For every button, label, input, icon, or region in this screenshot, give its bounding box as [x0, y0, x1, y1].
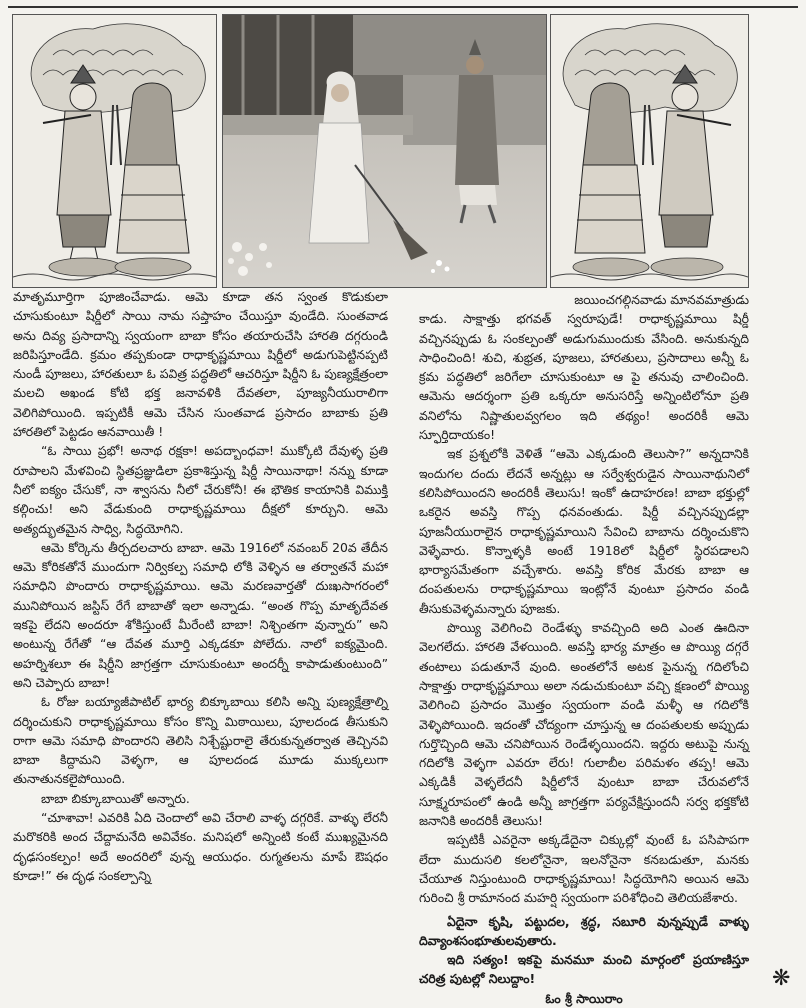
image-caption: జయించగల్గినవాడు మానవమాత్రుడు — [574, 292, 749, 307]
radha-krishna-left-drawing — [13, 15, 216, 287]
paragraph: పొయ్యి వెలిగించి రెండేళ్ళు కావచ్చింది అది ఎంత ఊదినా వెలగలేదు. హారతి వేళయింది. అవస్తి భార్య మాత్రం ఆ పొయ్యి దగ్గరే తంటాలు పడుతూనే వుంది. అంతలోనే అటక పైనున్న గదిలోంచి సాక్షాత్తు రాధాకృష్ణమాయి అలా నడుచుకుంటూ వచ్చి క్షణంలో పొయ్యి వెలిగించి ప్రసాదం మొత్తం స్వయంగా వండి మళ్ళీ ఆ గదిలోకి వెళ్ళిపోయింది. ఇదంతో చోద్యంగా చూస్తున్న ఆ దంపతులకు అప్పుడు గుర్తొచ్చింది ఆమె చనిపోయిన రెండేళ్ళయిందని. ఇద్దరు అటుపై నున్న గదిలోకి వెళ్ళగా ఎవరూ లేరు! గులాబీల పరిమళం తప్ప! ఆమె ఎక్కడికీ వెళ్ళలేదనీ షిర్డీలోనే వుంటూ బాబా చేరువలోనే సూక్ష్మరూపంలో ఉండి అన్నీ జాగ్రత్తగా పర్యవేక్షిస్తుందనీ సర్వ భక్తకోటి జనానికి అందరికీ తెలుసు! — [419, 620, 749, 829]
paragraph: ఇప్పటికీ ఎవరైనా అక్కడేదైనా చిక్కుల్లో వుంటే ఓ పసిపాపగా లేదా ముదుసలి కలలోనైనా, ఇలనోనైనా కనబడుతూ, మనకు చేయూత నిస్తుంటుంది రాధాకృష్ణమాయి! సిద్ధయోగిని అయిన ఆమె గురించి శ్రీ రామానంద మహర్షి స్వయంగా పరిశోధించి తెలియజేశారు. — [419, 832, 749, 906]
paragraph: ఓ రోజు బయ్యాజీపాటిల్ భార్య బిక్కూబాయి కలిసి అన్ని పుణ్యక్షేత్రాల్ని దర్శించుకుని రాధాకృష్ణమాయి కోసం కొన్ని మిఠాయిలు, పూలదండ తీసుకుని రాగా ఆమె సమాధి పొందారని తెలిసి నిశ్చేష్టురాలై తేరుకున్నతర్వాత తెచ్చినవి బాబా కిద్దామని వెళ్ళగా, ఆ పూలదండ మూడు ముక్కలుగా తునాతునకలైపోయింది. — [13, 694, 388, 787]
paragraph: బాబా బిక్కూబాయితో అన్నారు. — [41, 790, 190, 806]
sweeping-scene-image — [222, 14, 547, 288]
sweeping-scene-drawing — [223, 15, 546, 287]
paragraph: మాతృమూర్తిగా పూజించేవాడు. ఆమె కూడా తన స్వంత కొడుకులా చూసుకుంటూ షిర్డీలో సాయి నామ సప్తాహం చేయిస్తూ వుండేది. సుంతవాడ అను దివ్య ప్రసాదాన్ని స్వయంగా బాబా కోసం తయారుచేసి హారతి దగ్గరుండి జరిపిస్తూండేది. క్రమం తప్పకుండా రాధాకృష్ణమాయి షిర్డీలో అడుగుపెట్టినప్పటి నుండీ పూజలు, హారతులూ ఓ పవిత్ర పద్ధతిలో ఆచరిస్తూ షిర్డీని ఓ పుణ్యక్షేత్రంలా మలచి అఖండ కోటి భక్త జనావళికి దేవతలా, పూజ్యనీయురాలిగా వెలిగిపోయింది. ఇప్పటికీ ఆమె చేసిన సుంతవాడ ప్రసాదం బాబాకు ప్రతి హారతిలో పెట్టడం ఆనవాయితీ ! — [13, 289, 388, 440]
radha-krishna-right-drawing — [551, 15, 748, 287]
right-text-column — [419, 290, 749, 1008]
left-text-column — [13, 287, 388, 885]
paragraph: “చూశావా! ఎవరికి ఏది చెందాలో అవి చేరాలి వాళ్ళ దగ్గరికే. వాళ్ళు లేరనీ మరొకరికి అంద చేద్దామనేది అవివేకం. మనిషలో అన్నింటి కంటే ముఖ్యమైనది దృఢసంకల్పం! అదే అందరిలో వున్న ఆయుధం. రుగ్మతలను మాపే ఔషధం కూడా!” ఈ దృఢ సంకల్పాన్ని — [13, 810, 388, 883]
radha-krishna-illustration-left — [12, 14, 217, 288]
end-mark-icon: ❋ — [772, 966, 791, 991]
top-rule — [8, 6, 798, 8]
paragraph: “ఓ సాయి ప్రభో! అనాథ రక్షకా! అపద్బాంధవా! ముక్కోటి దేవుళ్ళ ప్రతి రూపాలని మేళవించి స్థితప్రజ్ఞుడిలా ప్రకాశిస్తున్న షిర్డీ సాయినాథా! నన్ను కూడా నీలో ఐక్యం చేసుకో, నా శ్వాసను నీలో చేరుకోనీ! ఈ భౌతిక కాయానికి విముక్తి కల్గించు! అని వేడుకుంది రాధాకృష్ణమాయి దీక్షలో కూర్చుని. ఆమె అత్యద్భుతమైన సాధ్వి, సిద్ధయోగిని. — [13, 443, 388, 536]
paragraph: కాడు. సాక్షాత్తు భగవత్ స్వరూపుడే! రాధాకృష్ణమాయి షిర్డీ వచ్చినప్పుడు ఓ సంకల్పంతో అడుగుముందుకు వేసింది. అనుకున్నది సాధించింది! శుచి, శుభ్రత, పూజలు, హారతులు, ప్రసాదాలు అన్నీ ఓ క్రమ పద్ధతిలో జరిగేలా చూసుకుంటూ ఆ పై తనువు చాలించింది. ఆమెను ఆదర్శంగా ప్రతి ఒక్కరూ అనుసరిస్తే అన్నింటిలోనూ ప్రతి వనిలోను నిష్ణాతులవ్వగలం ఇది తథ్యం! అందరికీ ఆమె స్ఫూర్తిదాయకం! — [419, 311, 749, 443]
paragraph: ఆమె కోర్కెను తీర్చదలచారు బాబా. ఆమె 1916లో నవంబర్ 20వ తేదీన ఆమె కోరికతోనే ముందుగా నిర్వికల్ప సమాధి లోకి వెళ్ళిన ఆ తర్వాతనే మహా సమాధిని పొందారు రాధాకృష్ణమాయి. ఆమె మరణవార్తతో దుఃఖసాగరంలో మునిపోయిన జస్టిస్ రేగే బాబాతో ఇలా అన్నాడు. “అంత గొప్ప మాతృదేవత ఇకపై లేదని అందరూ శోకిస్తుంటే మీరేంటి బాబా! నిశ్చింతగా వున్నారు” అని అంటున్న రేగేతో “ఆ దేవత మూర్తి ఎక్కడకూ పోలేదు. నాలో ఐక్యమైంది. అహర్నిశలూ ఈ షిర్డీని జాగ్రత్తగా చూసుకుంటూ అందర్నీ కాపాడుతుంటుంది” అని చెప్పారు బాబా! — [13, 539, 388, 690]
radha-krishna-illustration-right — [550, 14, 749, 288]
closing-line: ఇది సత్యం! ఇకపై మనమూ మంచి మార్గంలో ప్రయాణిస్తూ చరిత్ర పుటల్లో నిలుద్దాం! — [419, 952, 749, 987]
closing-line: ఏదైనా కృషి, పట్టుదల, శ్రద్ధ, సబూరి వున్నప్పుడే వాళ్ళు దివ్యాంశసంభూతులవుతారు. — [419, 913, 749, 948]
paragraph: ఇక ప్రశ్నలోకి వెళితే “ఆమె ఎక్కడుంది తెలుసా?” అన్నదానికి ఇందుగల దందు లేదనే అన్నట్లు ఆ సర్వేశ్వరుడైన సాయినాథునిలో కలిసిపోయిందని అందరికీ తెలుసు! ఇంకో ఉదాహరణ! బాబా భక్తుల్లో ఒకరైన అవస్తి గొప్ప ధనవంతుడు. షిర్డీ వచ్చినప్పుడల్లా పూజనీయురాలైన రాధాకృష్ణమాయిని సేవించి బాబాను దర్శించుకొని వెళ్ళేవారు. కొన్నాళ్ళకి అంటే 1918లో షిర్డీలో స్థిరపడాలని భార్యాసమేతంగా వచ్చేశారు. అవస్తి కోరిక మేరకు బాబా ఆ దంపతులను రాధాకృష్ణమాయి ఇంట్లోనే వుంటూ ప్రసాదం వండి తీసుకువెళ్ళమన్నారు పూజకు. — [419, 446, 749, 616]
closing-signature: ఓం శ్రీ సాయిరాం — [545, 990, 623, 1006]
